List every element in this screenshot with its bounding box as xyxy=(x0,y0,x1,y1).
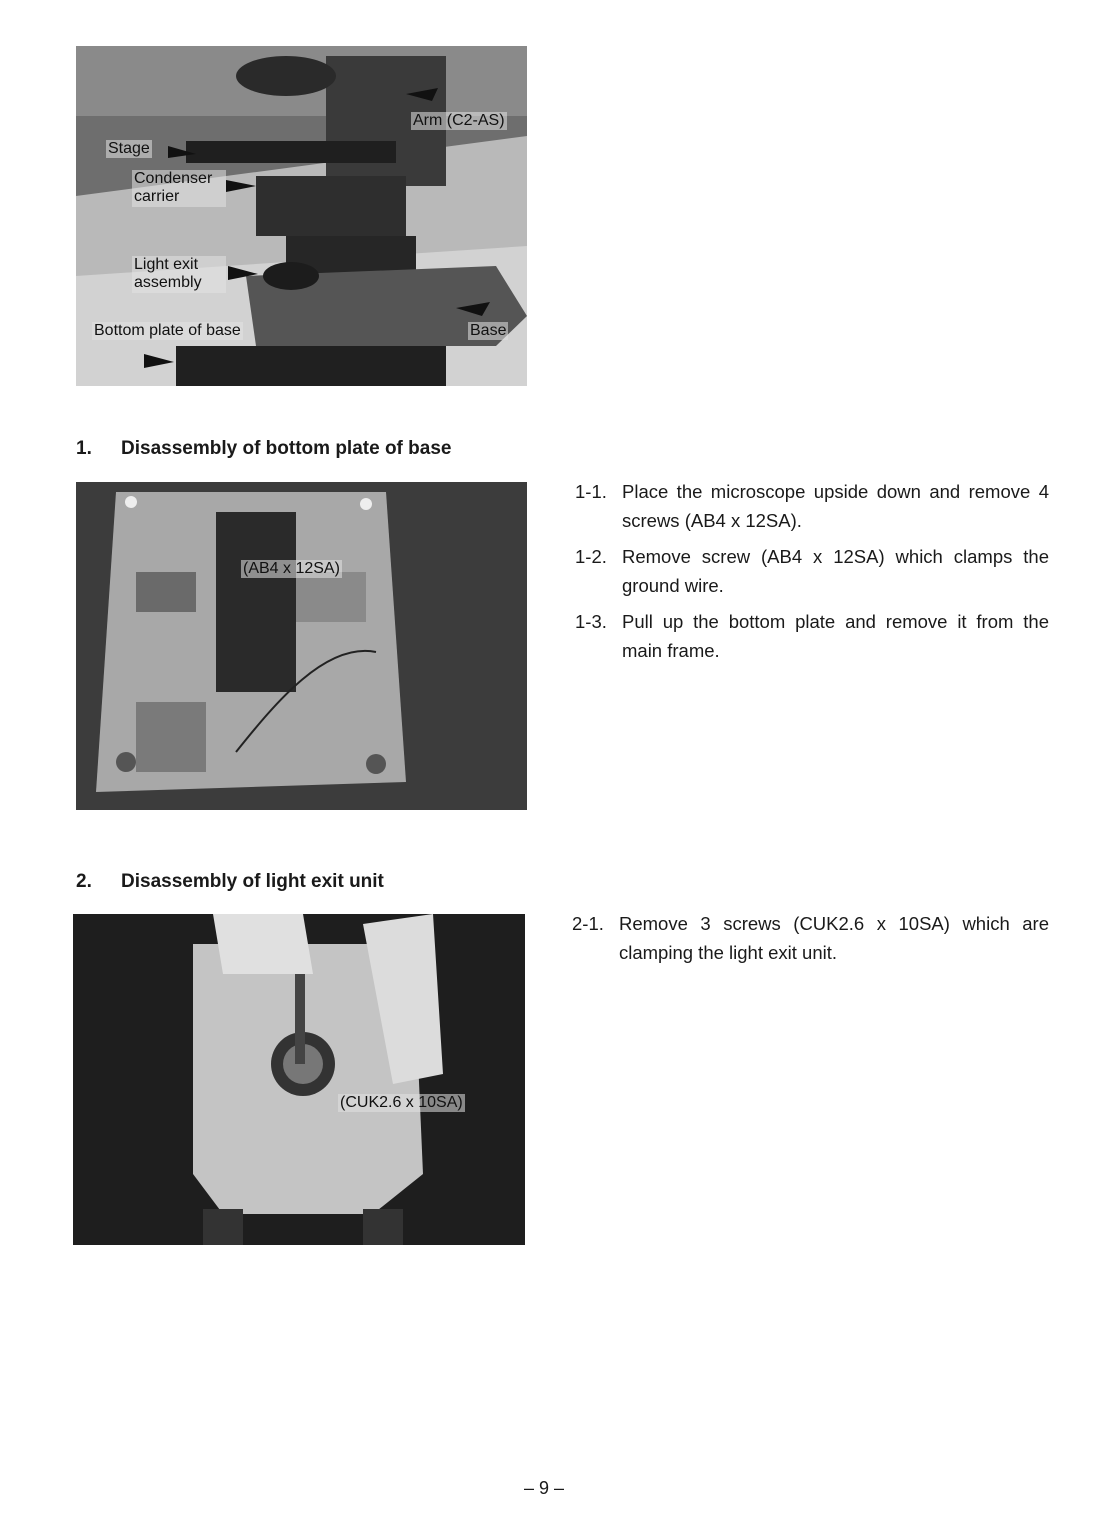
section-2-steps xyxy=(572,909,1049,974)
section-1-heading xyxy=(76,438,451,460)
label-screw-cuk: (CUK2.6 x 10SA) xyxy=(340,1094,463,1111)
step-number: 1-2. xyxy=(575,546,607,567)
page-number: – 9 – xyxy=(524,1478,565,1498)
label-stage: Stage xyxy=(108,140,150,157)
section-1-steps xyxy=(575,477,1049,672)
step-1-2 xyxy=(575,542,1049,600)
bottom-plate-photo xyxy=(76,482,527,810)
step-number: 2-1. xyxy=(572,913,604,934)
section-1-title: Disassembly of bottom plate of base xyxy=(121,438,452,459)
step-number: 1-1. xyxy=(575,481,607,502)
label-condenser-carrier: Condenser carrier xyxy=(132,170,226,207)
section-2-title: Disassembly of light exit unit xyxy=(121,871,384,892)
light-exit-unit-photo xyxy=(73,914,525,1245)
step-1-3 xyxy=(575,607,1049,665)
label-bottom-plate: Bottom plate of base xyxy=(94,322,241,339)
bottom-plate-illustration xyxy=(76,482,527,810)
step-text: Remove screw (AB4 x 12SA) which clamps the ground wire. xyxy=(622,546,1049,596)
label-base: Base xyxy=(470,322,507,339)
step-number: 1-3. xyxy=(575,611,607,632)
label-light-exit-assembly: Light exit assembly xyxy=(132,256,226,293)
section-1-number: 1. xyxy=(76,438,92,459)
microscope-overview-photo xyxy=(76,46,527,386)
step-text: Pull up the bottom plate and remove it from the main frame. xyxy=(622,611,1049,661)
step-1-1 xyxy=(575,477,1049,535)
label-screw-ab4: (AB4 x 12SA) xyxy=(243,560,340,577)
section-2-number: 2. xyxy=(76,871,92,892)
section-2-heading xyxy=(76,871,384,893)
light-exit-illustration xyxy=(73,914,525,1245)
step-text: Remove 3 screws (CUK2.6 x 10SA) which are clamping the light exit unit. xyxy=(619,913,1049,963)
step-text: Place the microscope upside down and remove 4 screws (AB4 x 12SA). xyxy=(622,481,1049,531)
label-arm: Arm (C2-AS) xyxy=(413,112,505,129)
step-2-1 xyxy=(572,909,1049,967)
